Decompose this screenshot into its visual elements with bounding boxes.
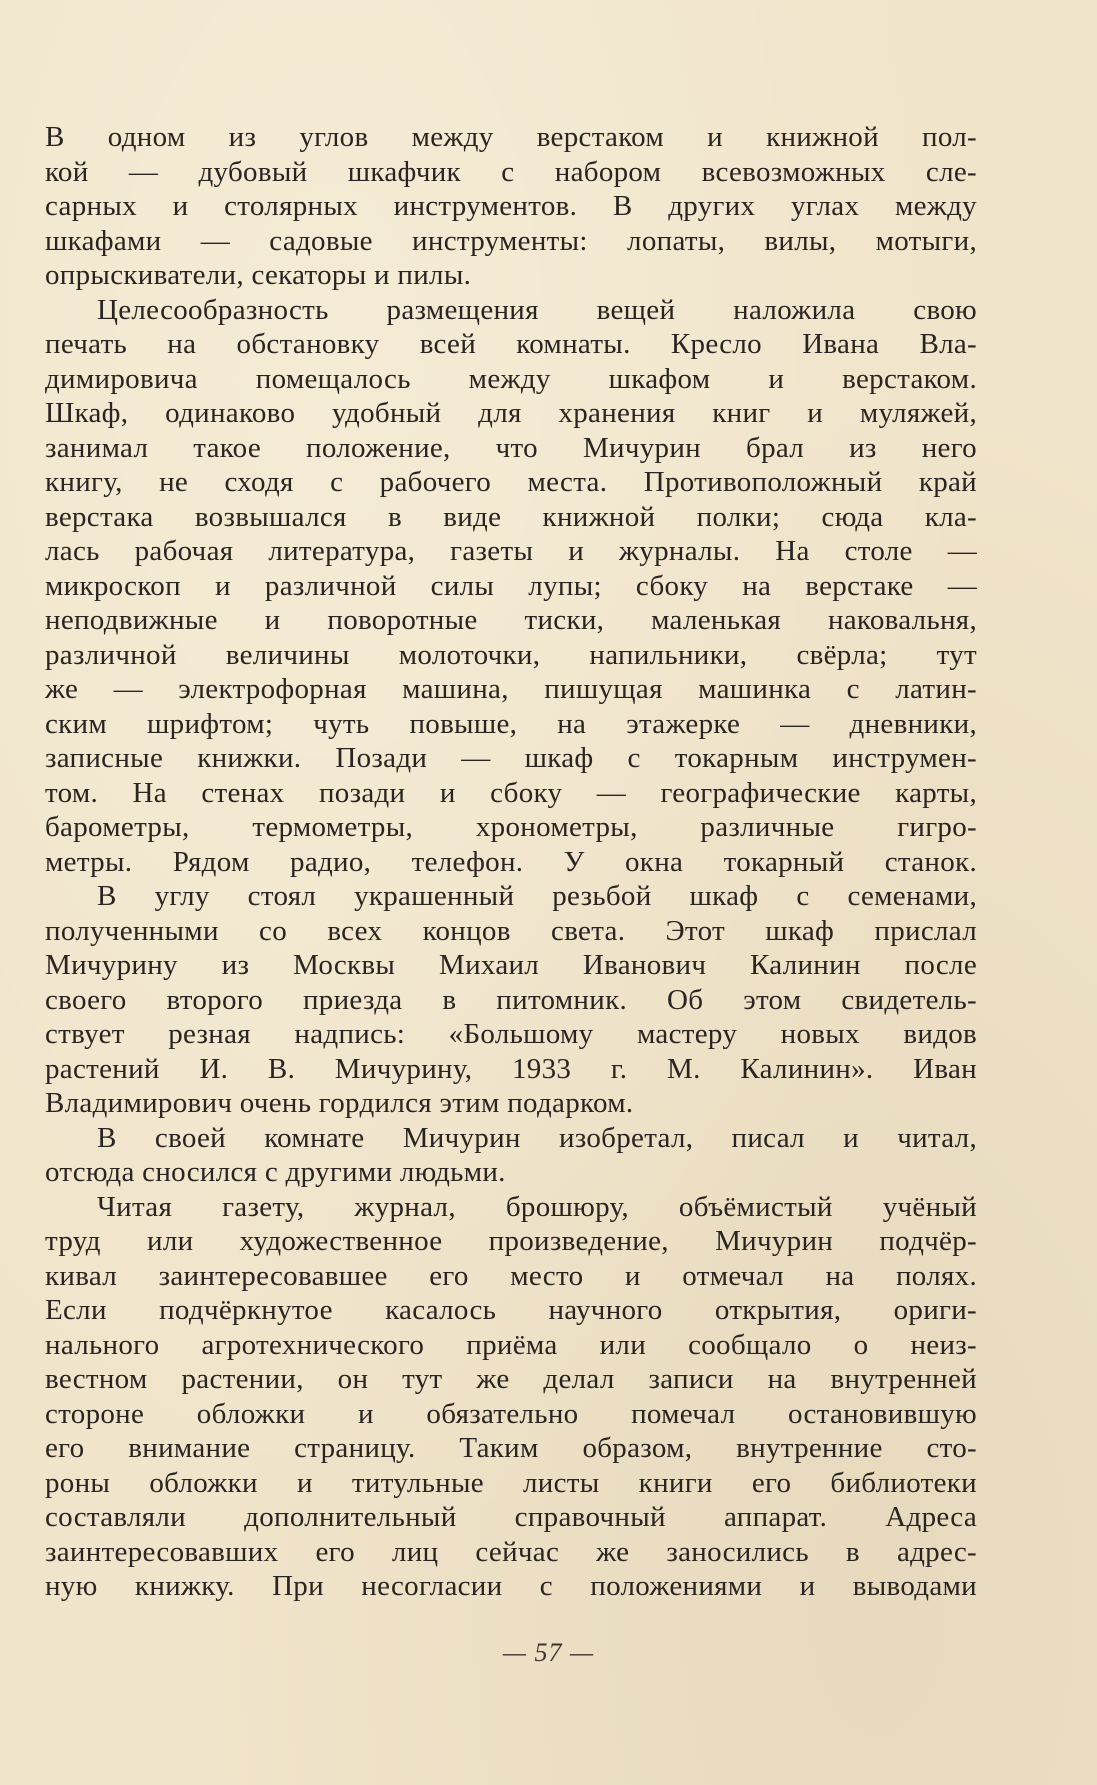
text-line: опрыскиватели, секаторы и пилы.	[45, 259, 472, 291]
text-line: растений И. В. Мичурину, 1933 г. М. Калинин». Иван	[45, 1052, 977, 1085]
text-line: его внимание страницу. Таким образом, внутренние сто-	[45, 1432, 977, 1464]
text-line: сарных и столярных инструментов. В других углах между	[45, 190, 977, 222]
text-line: печать на обстановку всей комнаты. Кресло Ивана Вла-	[45, 328, 977, 360]
text-line: стороне обложки и обязательно помечал остановившую	[45, 1397, 977, 1430]
text-line: ским шрифтом; чуть повыше, на этажерке — дневники,	[45, 707, 977, 740]
text-line: Шкаф, одинаково удобный для хранения книг и муляжей,	[45, 397, 977, 429]
text-line: верстака возвышался в виде книжной полки; сюда кла-	[45, 500, 977, 533]
text-line: димировича помещалось между шкафом и верстаком.	[45, 362, 977, 395]
text-line: вестном растении, он тут же делал записи на внутренней	[45, 1363, 977, 1395]
text-line: микроскоп и различной силы лупы; сбоку на верстаке —	[45, 569, 977, 602]
text-line: Мичурину из Москвы Михаил Иванович Калинин после	[45, 949, 977, 981]
text-line: Если подчёркнутое касалось научного открытия, ориги-	[45, 1294, 977, 1326]
text-line: В одном из углов между верстаком и книжной пол-	[45, 121, 977, 153]
text-line: барометры, термометры, хронометры, различные гигро-	[45, 811, 977, 843]
page-number: — 57 —	[502, 1638, 595, 1667]
text-line: лась рабочая литература, газеты и журналы. На столе —	[45, 535, 977, 567]
text-line: полученными со всех концов света. Этот шкаф прислал	[45, 914, 977, 947]
text-line: кой — дубовый шкафчик с набором всевозможных сле-	[45, 155, 977, 188]
text-line: метры. Рядом радио, телефон. У окна токарный станок.	[45, 845, 977, 878]
text-line: том. На стенах позади и сбоку — географические карты,	[45, 776, 977, 809]
text-line: неподвижные и поворотные тиски, маленькая наковальня,	[45, 604, 977, 636]
text-line: ствует резная надпись: «Большому мастеру новых видов	[45, 1018, 977, 1050]
text-line: заинтересовавших его лиц сейчас же заносились в адрес-	[45, 1535, 977, 1568]
text-line: занимал такое положение, что Мичурин брал из него	[45, 431, 977, 464]
text-line: различной величины молоточки, напильники, свёрла; тут	[45, 638, 977, 671]
text-line: книгу, не сходя с рабочего места. Противоположный край	[45, 466, 977, 498]
text-line: ную книжку. При несогласии с положениями и выводами	[45, 1570, 977, 1602]
text-line: отсюда сносился с другими людьми.	[45, 1156, 506, 1188]
text-line: составляли дополнительный справочный аппарат. Адреса	[45, 1501, 977, 1533]
text-line: нального агротехнического приёма или сообщало о неиз-	[45, 1328, 977, 1361]
paragraph-start-line: В углу стоял украшенный резьбой шкаф с семенами,	[97, 880, 977, 912]
text-line: шкафами — садовые инструменты: лопаты, вилы, мотыги,	[45, 224, 977, 257]
text-line: своего второго приезда в питомник. Об этом свидетель-	[45, 983, 977, 1016]
paragraph-start-line: В своей комнате Мичурин изобретал, писал и читал,	[97, 1121, 977, 1154]
body-text	[45, 120, 977, 1604]
text-line: роны обложки и титульные листы книги его библиотеки	[45, 1466, 977, 1499]
text-line: записные книжки. Позади — шкаф с токарным инструмен-	[45, 742, 977, 774]
text-line: труд или художественное произведение, Мичурин подчёр-	[45, 1225, 977, 1257]
text-line: кивал заинтересовавшее его место и отмечал на полях.	[45, 1259, 977, 1292]
paragraph-start-line: Читая газету, журнал, брошюру, объёмистый учёный	[97, 1190, 977, 1223]
text-line: же — электрофорная машина, пишущая машинка с латин-	[45, 673, 977, 705]
paragraph-start-line: Целесообразность размещения вещей наложила свою	[97, 293, 977, 326]
text-line: Владимирович очень гордился этим подарком.	[45, 1087, 634, 1119]
